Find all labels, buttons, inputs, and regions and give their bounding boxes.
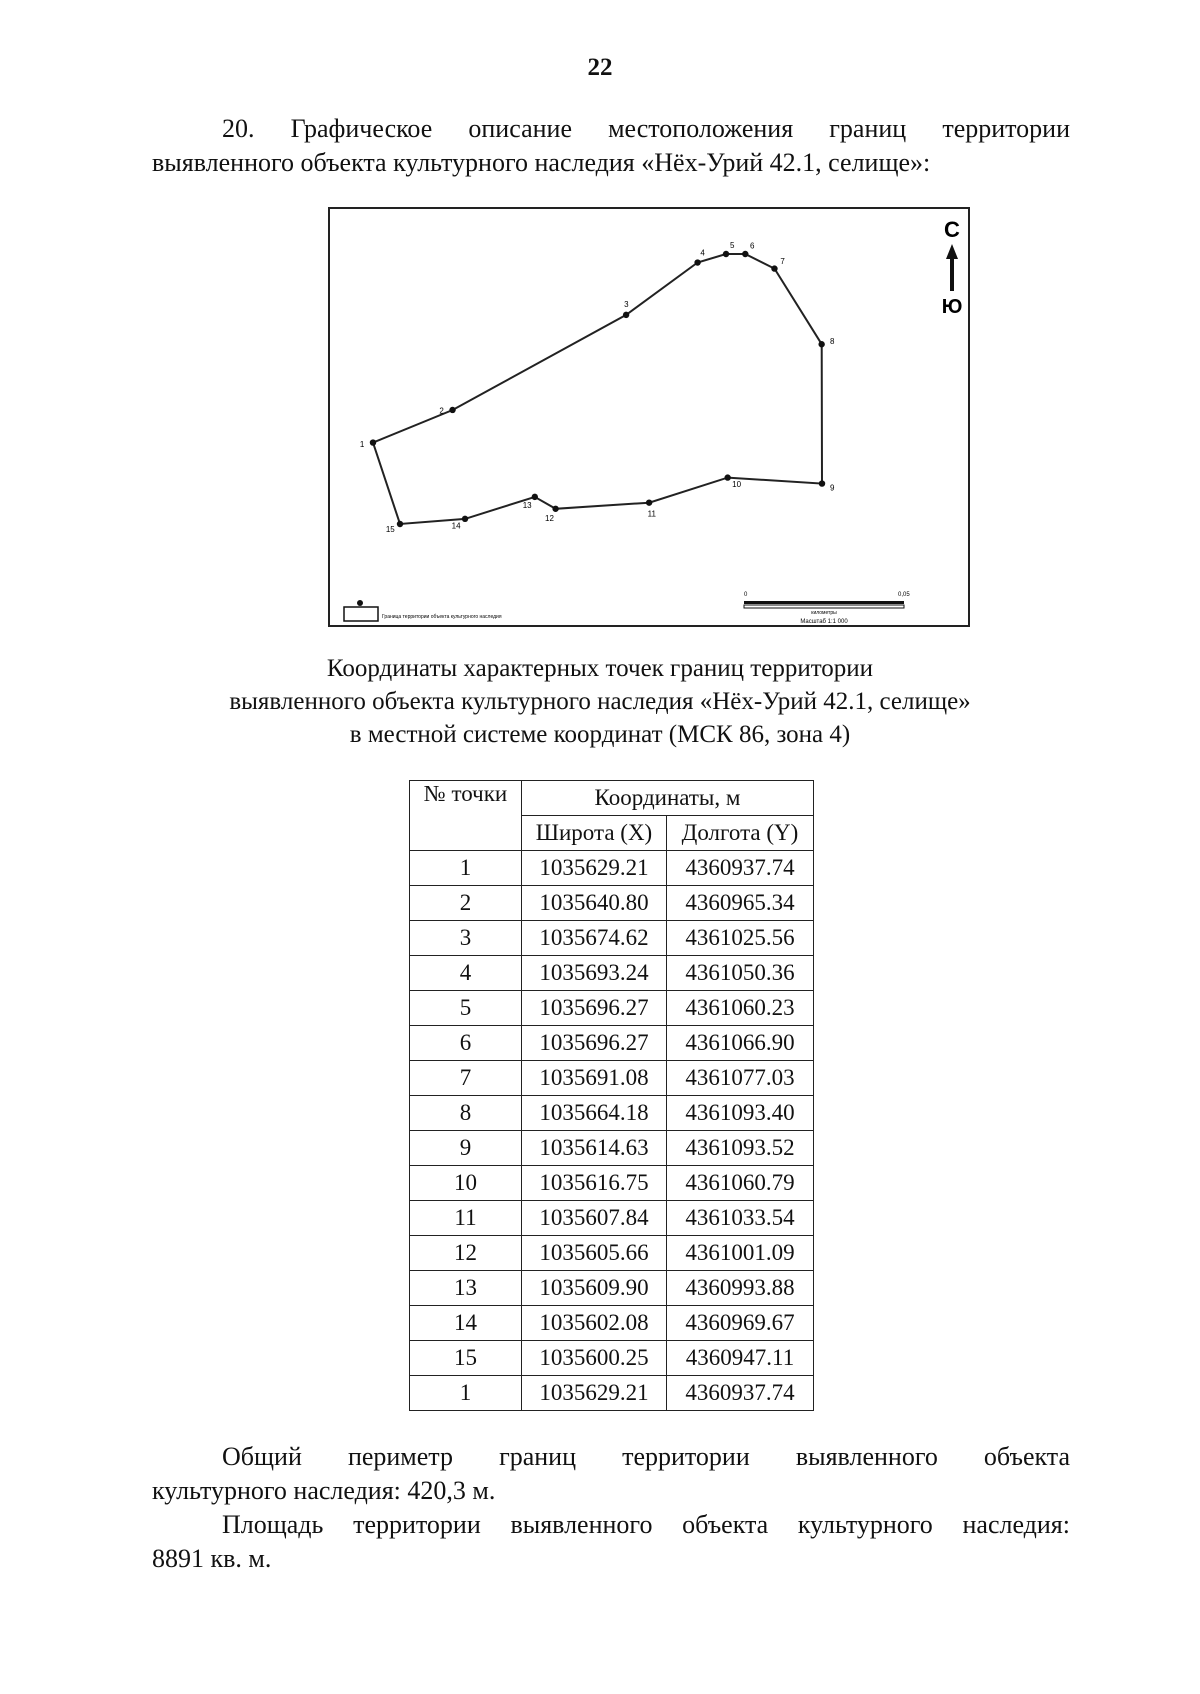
- boundary-points: [360, 241, 835, 534]
- perimeter-line-1: Общий периметр границ территории выявленного объекта: [222, 1442, 1070, 1471]
- perimeter-paragraph: [152, 1440, 1070, 1508]
- table-row: [410, 1166, 814, 1201]
- heading-line-2: выявленного объекта культурного наследия «Нёх-Урий 42.1, селище»:: [152, 148, 931, 177]
- boundary-point-label: 13: [522, 500, 532, 510]
- cell-latitude: 1035609.90: [522, 1271, 667, 1306]
- cell-longitude: 4361001.09: [667, 1236, 814, 1271]
- table-row: [410, 1306, 814, 1341]
- table-row: [410, 1096, 814, 1131]
- scale-bar-outline: [744, 605, 904, 608]
- page-number: 22: [587, 54, 613, 81]
- cell-longitude: 4360965.34: [667, 886, 814, 921]
- scale-unit-label: километры: [811, 610, 837, 616]
- coordinates-table-body: [410, 851, 814, 1411]
- section-heading: [152, 112, 1070, 180]
- compass-north-label: С: [944, 217, 960, 242]
- boundary-map: [328, 207, 970, 627]
- boundary-point-label: 15: [385, 525, 395, 535]
- cell-latitude: 1035602.08: [522, 1306, 667, 1341]
- table-row: [410, 1376, 814, 1411]
- scale-ratio-label: Масштаб 1:1 000: [800, 619, 848, 625]
- caption-line-3: в местной системе координат (МСК 86, зона 4): [349, 721, 851, 748]
- area-paragraph: [152, 1508, 1070, 1576]
- boundary-point-marker: [771, 265, 777, 271]
- boundary-point-label: 10: [732, 480, 742, 489]
- cell-point: 7: [410, 1061, 522, 1096]
- cell-longitude: 4360947.11: [667, 1341, 814, 1376]
- table-row: [410, 1131, 814, 1166]
- cell-latitude: 1035691.08: [522, 1061, 667, 1096]
- caption-line-2: выявленного объекта культурного наследия «Нёх-Урий 42.1, селище»: [229, 688, 971, 715]
- cell-latitude: 1035693.24: [522, 956, 667, 991]
- cell-latitude: 1035664.18: [522, 1096, 667, 1131]
- boundary-point-marker: [819, 480, 825, 486]
- cell-latitude: 1035696.27: [522, 1026, 667, 1061]
- cell-point: 1: [410, 1376, 522, 1411]
- boundary-point-marker: [449, 407, 455, 413]
- boundary-point-label: 1: [359, 440, 365, 450]
- cell-longitude: 4360993.88: [667, 1271, 814, 1306]
- table-row: [410, 1271, 814, 1306]
- boundary-point-label: 8: [829, 337, 835, 346]
- perimeter-line-2: культурного наследия: 420,3 м.: [152, 1476, 496, 1505]
- heading-line-1: 20. Графическое описание местоположения границ территории: [222, 114, 1070, 143]
- cell-point: 8: [410, 1096, 522, 1131]
- scale-start-label: 0: [744, 592, 748, 598]
- table-row: [410, 991, 814, 1026]
- boundary-point-marker: [397, 521, 403, 527]
- north-arrow-icon: [946, 244, 958, 259]
- cell-latitude: 1035696.27: [522, 991, 667, 1026]
- cell-point: 1: [410, 851, 522, 886]
- coordinates-table: [409, 780, 814, 1411]
- boundary-point-marker: [742, 251, 748, 257]
- table-row: [410, 1236, 814, 1271]
- scale-end-label: 0,05: [898, 592, 910, 598]
- boundary-point-marker: [724, 474, 730, 480]
- caption-line-1: Координаты характерных точек границ территории: [326, 655, 874, 682]
- boundary-point-label: 7: [780, 257, 785, 267]
- cell-latitude: 1035607.84: [522, 1201, 667, 1236]
- compass: [942, 217, 963, 318]
- cell-point: 15: [410, 1341, 522, 1376]
- cell-longitude: 4361066.90: [667, 1026, 814, 1061]
- cell-longitude: 4360969.67: [667, 1306, 814, 1341]
- boundary-point-marker: [552, 506, 558, 512]
- cell-longitude: 4361060.23: [667, 991, 814, 1026]
- table-caption: [100, 652, 1100, 751]
- cell-latitude: 1035629.21: [522, 851, 667, 886]
- scale-bar-fill: [744, 601, 904, 604]
- cell-point: 5: [410, 991, 522, 1026]
- cell-longitude: 4361093.52: [667, 1131, 814, 1166]
- map-legend: [344, 600, 502, 621]
- cell-point: 13: [410, 1271, 522, 1306]
- boundary-map-svg: [330, 209, 972, 629]
- boundary-point-label: 14: [451, 521, 461, 531]
- boundary-point-marker: [646, 499, 652, 505]
- table-row: [410, 956, 814, 991]
- cell-point: 11: [410, 1201, 522, 1236]
- header-point-number: № точки: [410, 781, 522, 851]
- boundary-point-label: 6: [749, 241, 755, 251]
- boundary-point-label: 11: [647, 509, 656, 519]
- table-row: [410, 1341, 814, 1376]
- cell-point: 6: [410, 1026, 522, 1061]
- boundary-point-label: 9: [829, 483, 835, 493]
- table-row: [410, 1201, 814, 1236]
- legend-point-icon: [357, 600, 363, 606]
- header-coordinates: Координаты, м: [522, 781, 814, 816]
- area-line-2: 8891 кв. м.: [152, 1544, 272, 1573]
- boundary-point-marker: [532, 494, 538, 500]
- cell-latitude: 1035674.62: [522, 921, 667, 956]
- boundary-polygon: [373, 254, 822, 524]
- cell-point: 2: [410, 886, 522, 921]
- compass-shaft: [950, 257, 954, 291]
- cell-longitude: 4360937.74: [667, 851, 814, 886]
- cell-point: 10: [410, 1166, 522, 1201]
- boundary-point-label: 12: [545, 514, 554, 523]
- cell-latitude: 1035616.75: [522, 1166, 667, 1201]
- boundary-point-marker: [723, 251, 729, 257]
- boundary-point-label: 5: [729, 240, 735, 250]
- compass-south-label: Ю: [941, 296, 963, 318]
- boundary-point-marker: [623, 312, 629, 318]
- boundary-point-label: 3: [624, 299, 629, 309]
- boundary-point-marker: [818, 341, 824, 347]
- table-row: [410, 921, 814, 956]
- boundary-point-marker: [370, 439, 376, 445]
- cell-latitude: 1035640.80: [522, 886, 667, 921]
- cell-longitude: 4361077.03: [667, 1061, 814, 1096]
- cell-latitude: 1035605.66: [522, 1236, 667, 1271]
- cell-longitude: 4361025.56: [667, 921, 814, 956]
- cell-longitude: 4361093.40: [667, 1096, 814, 1131]
- cell-longitude: 4361050.36: [667, 956, 814, 991]
- boundary-point-marker: [694, 259, 700, 265]
- table-row: [410, 886, 814, 921]
- table-row: [410, 1061, 814, 1096]
- boundary-point-label: 4: [700, 248, 705, 258]
- cell-point: 4: [410, 956, 522, 991]
- header-latitude: Широта (X): [522, 816, 667, 851]
- legend-text: Граница территории объекта культурного наследия: [382, 614, 502, 620]
- cell-point: 12: [410, 1236, 522, 1271]
- cell-latitude: 1035600.25: [522, 1341, 667, 1376]
- scale-bar: [744, 592, 910, 625]
- cell-longitude: 4360937.74: [667, 1376, 814, 1411]
- table-row: [410, 851, 814, 886]
- cell-longitude: 4361033.54: [667, 1201, 814, 1236]
- cell-point: 14: [410, 1306, 522, 1341]
- cell-longitude: 4361060.79: [667, 1166, 814, 1201]
- cell-point: 9: [410, 1131, 522, 1166]
- header-longitude: Долгота (Y): [667, 816, 814, 851]
- cell-latitude: 1035614.63: [522, 1131, 667, 1166]
- boundary-point-marker: [462, 516, 468, 522]
- area-line-1: Площадь территории выявленного объекта культурного наследия:: [222, 1510, 1070, 1539]
- cell-latitude: 1035629.21: [522, 1376, 667, 1411]
- cell-point: 3: [410, 921, 522, 956]
- legend-boundary-icon: [344, 607, 378, 621]
- boundary-point-label: 2: [439, 406, 444, 416]
- table-row: [410, 1026, 814, 1061]
